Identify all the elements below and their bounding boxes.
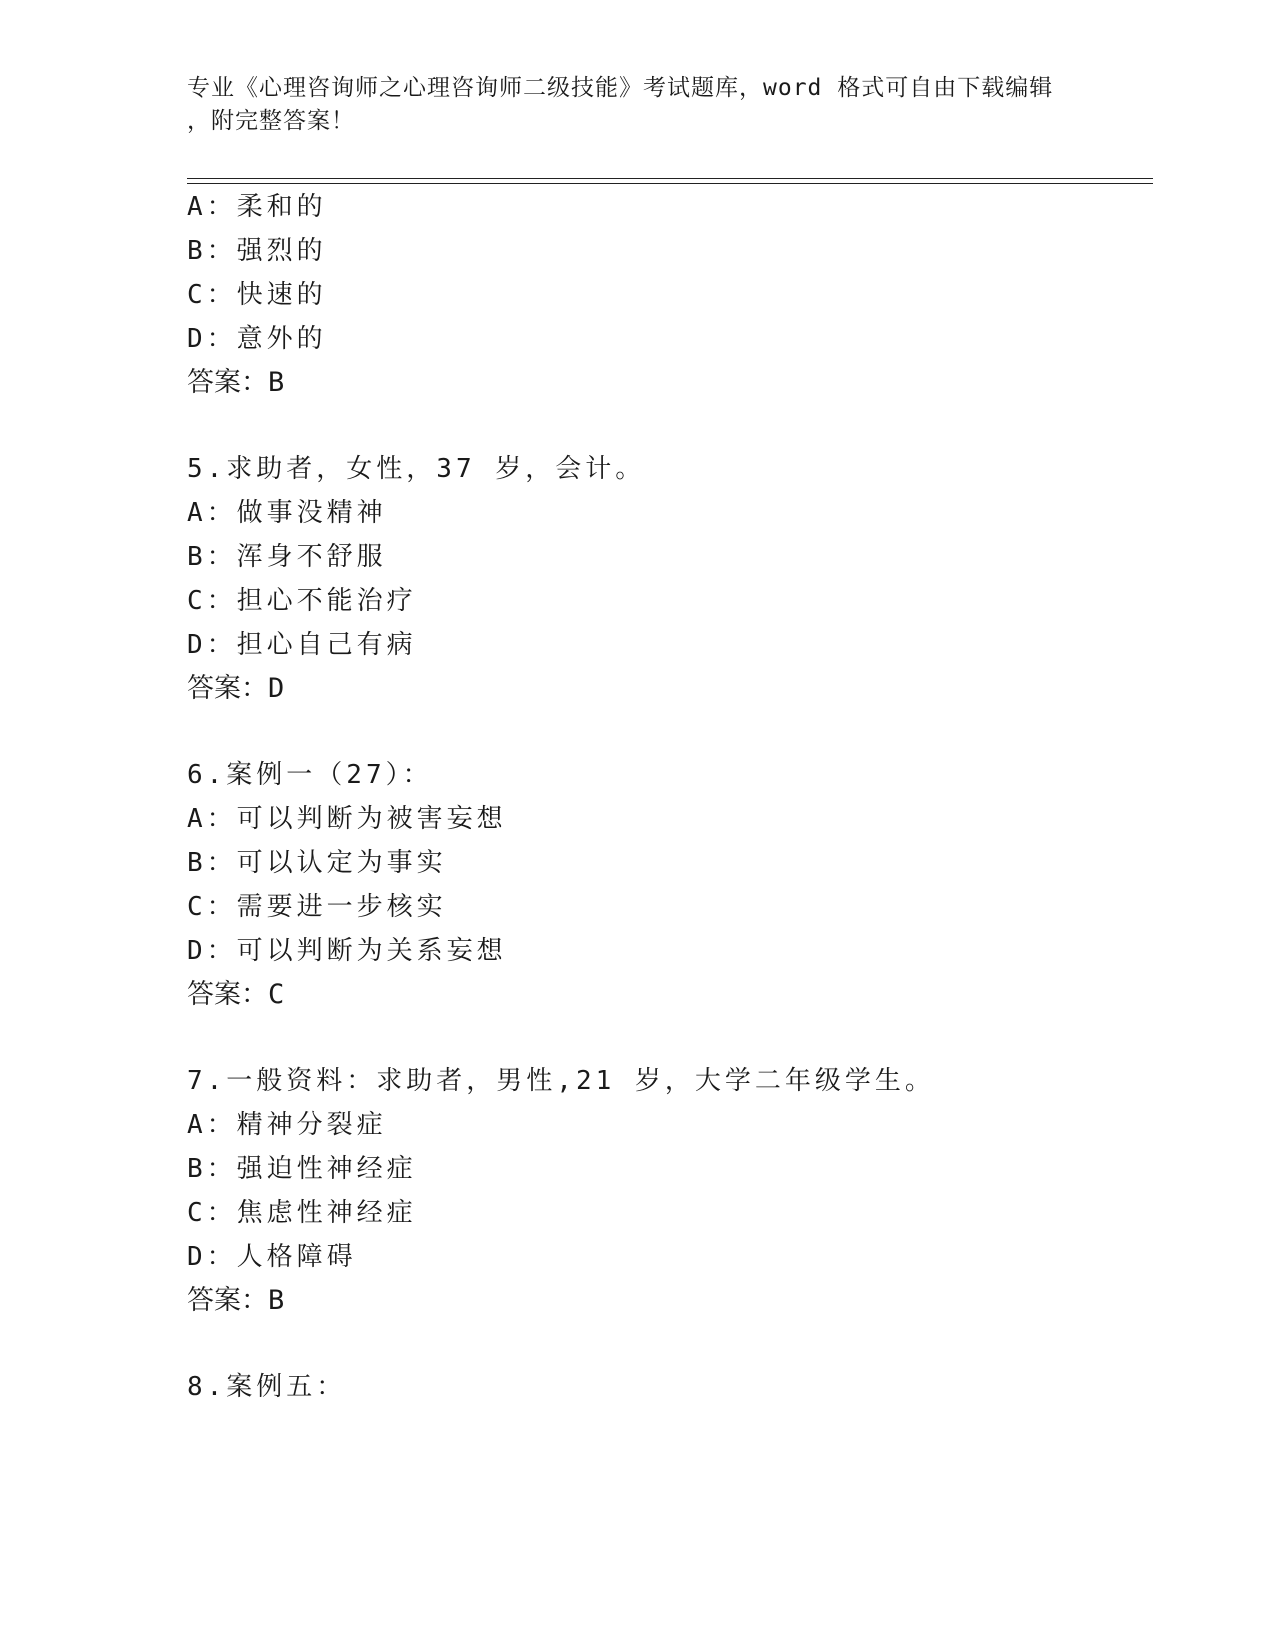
q5-question: 5.求助者，女性，37 岁，会计。 <box>187 454 646 484</box>
answer-value: B <box>268 1285 285 1316</box>
document-header <box>187 72 1067 138</box>
answer-value: B <box>268 367 285 398</box>
header-divider-top <box>187 178 1153 179</box>
answer-label: 答案： <box>187 673 268 704</box>
answer-value: C <box>268 979 285 1010</box>
q4-option-b: B：强烈的 <box>187 236 327 266</box>
q4-option-c: C：快速的 <box>187 280 327 310</box>
answer-label: 答案： <box>187 367 268 398</box>
q6-option-d: D：可以判断为关系妄想 <box>187 936 507 966</box>
q6-answer <box>187 972 284 1011</box>
q6-option-a: A：可以判断为被害妄想 <box>187 804 507 834</box>
q7-option-a: A：精神分裂症 <box>187 1110 387 1140</box>
q7-question: 7.一般资料：求助者，男性,21 岁，大学二年级学生。 <box>187 1066 935 1096</box>
answer-label: 答案： <box>187 1285 268 1316</box>
header-line-2: ，附完整答案！ <box>187 108 355 134</box>
q7-option-b: B：强迫性神经症 <box>187 1154 417 1184</box>
q5-answer <box>187 666 284 705</box>
q7-option-c: C：焦虑性神经症 <box>187 1198 417 1228</box>
q5-option-b: B：浑身不舒服 <box>187 542 387 572</box>
answer-label: 答案： <box>187 979 268 1010</box>
q5-option-c: C：担心不能治疗 <box>187 586 417 616</box>
q8-question: 8.案例五： <box>187 1372 347 1402</box>
q4-option-d: D：意外的 <box>187 324 327 354</box>
q4-answer <box>187 360 284 399</box>
q6-option-c: C：需要进一步核实 <box>187 892 447 922</box>
answer-value: D <box>268 673 285 704</box>
q5-option-d: D：担心自己有病 <box>187 630 417 660</box>
header-divider-bottom <box>187 183 1153 184</box>
q6-option-b: B：可以认定为事实 <box>187 848 447 878</box>
q5-option-a: A：做事没精神 <box>187 498 387 528</box>
q6-question: 6.案例一（27）： <box>187 760 433 790</box>
q7-answer <box>187 1278 284 1317</box>
header-line-1: 专业《心理咨询师之心理咨询师二级技能》考试题库，word 格式可自由下载编辑 <box>187 75 1054 101</box>
q4-option-a: A：柔和的 <box>187 192 327 222</box>
q7-option-d: D：人格障碍 <box>187 1242 357 1272</box>
